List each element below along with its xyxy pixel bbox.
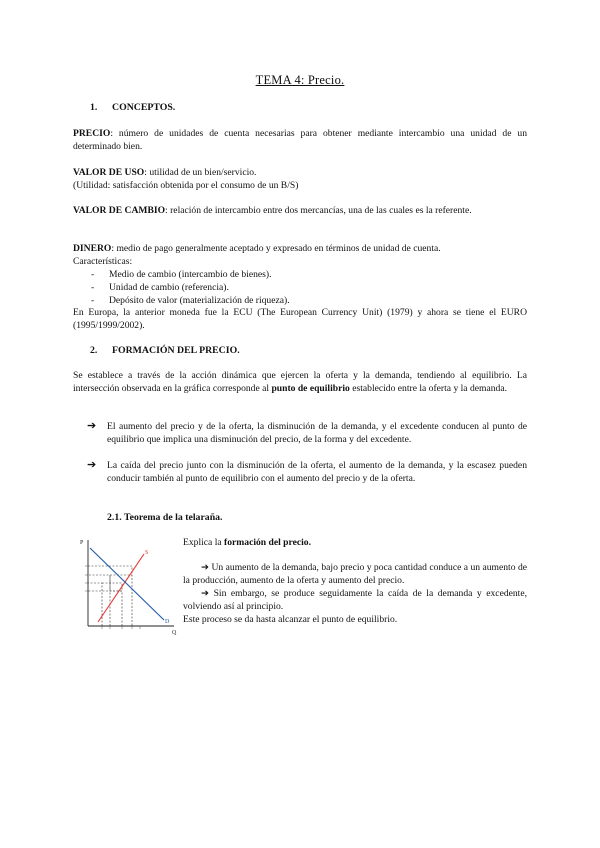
term-valor-uso: VALOR DE USO: [73, 167, 145, 178]
list-item: - Medio de cambio (intercambio de bienes).: [91, 269, 272, 280]
section-title: FORMACIÓN DEL PRECIO.: [112, 345, 240, 356]
bullet-item: ➔ La caída del precio junto con la disminución de la oferta, el aumento de la demanda, y la escasez pueden conducir también al punto de equilibrio con el aumento del precio y de la oferta.: [87, 459, 527, 484]
subsection-title: Teorema de la telaraña.: [123, 512, 223, 523]
term-punto-equilibrio: punto de equilibrio: [271, 383, 350, 394]
europe-note: En Europa, la anterior moneda fue la ECU (The European Currency Unit) (1979) y ahora se tiene el EURO (1995/1999/2002).: [73, 307, 527, 331]
cobweb-graph: [76, 536, 180, 638]
term-precio: PRECIO: [73, 128, 111, 139]
features-list: [73, 268, 527, 307]
section-number: 1.: [90, 102, 98, 113]
term-valor-cambio: VALOR DE CAMBIO: [73, 205, 166, 216]
definition-valor-cambio: [73, 204, 527, 217]
axis-y-label: P: [80, 540, 84, 546]
demand-label: D: [165, 619, 170, 625]
bullet-item: ➔ El aumento del precio y de la oferta, la disminución de la demanda, y el excedente conducen al punto de equilibrio que implica una disminución del precio, de la forma y del excedente.: [87, 420, 527, 445]
definition-note: (Utilidad: satisfacción obtenida por el consumo de un B/S): [73, 180, 299, 191]
definition-text: : relación de intercambio entre dos mercancías, una de las cuales es la referente.: [165, 205, 472, 216]
section-heading-conceptos: [90, 101, 175, 114]
definition-dinero: [73, 242, 527, 268]
arrow-icon: ➔: [201, 588, 210, 599]
cobweb-path: [88, 566, 132, 626]
features-label: Características:: [73, 256, 133, 267]
section-heading-formacion: [90, 344, 240, 357]
term-formacion-precio: formación del precio.: [224, 537, 311, 548]
term-dinero: DINERO: [73, 243, 112, 254]
list-item: - Unidad de cambio (referencia).: [91, 282, 229, 293]
supply-curve: [98, 554, 144, 622]
subsection-number: 2.1.: [107, 512, 122, 523]
supply-label: S: [145, 550, 149, 556]
subsection-heading-telarana: [107, 511, 222, 524]
list-item: - Depósito de valor (materialización de riqueza).: [91, 295, 290, 306]
definition-text: : número de unidades de cuenta necesarias para obtener mediante intercambio una unidad de un determinado bien.: [73, 128, 527, 152]
demand-curve: [90, 548, 164, 620]
arrow-icon: ➔: [201, 562, 210, 573]
arrow-icon: ➔: [87, 420, 97, 432]
formacion-paragraph: Se establece a través de la acción dinámica que ejercen la oferta y la demanda, tendiendo al equilibrio. La intersección observada en la gráfica corresponde al punto de equilibrio establecido entre la oferta y la demanda.: [73, 370, 527, 394]
definition-precio: [73, 127, 527, 153]
telarana-explanation: Explica la formación del precio. ➔ Un aumento de la demanda, bajo precio y poca cantidad conduce a un aumento de la producción, aumento de la oferta y aumento del precio. ➔ Sin embargo, se produce seguidamente la caída de la demanda y excedente, volviendo así al principio. Este proceso se da hasta alcanzar el punto de equilibrio.: [183, 537, 528, 625]
definition-text: : medio de pago generalmente aceptado y expresado en términos de unidad de cuenta.: [111, 243, 441, 254]
section-title: CONCEPTOS.: [112, 102, 176, 113]
axis-x-label: Q: [172, 630, 177, 636]
page-title: TEMA 4: Precio.: [255, 73, 345, 87]
definition-valor-uso: [73, 166, 527, 192]
definition-text: : utilidad de un bien/servicio.: [144, 167, 257, 178]
arrow-icon: ➔: [87, 459, 97, 471]
section-number: 2.: [90, 345, 98, 356]
